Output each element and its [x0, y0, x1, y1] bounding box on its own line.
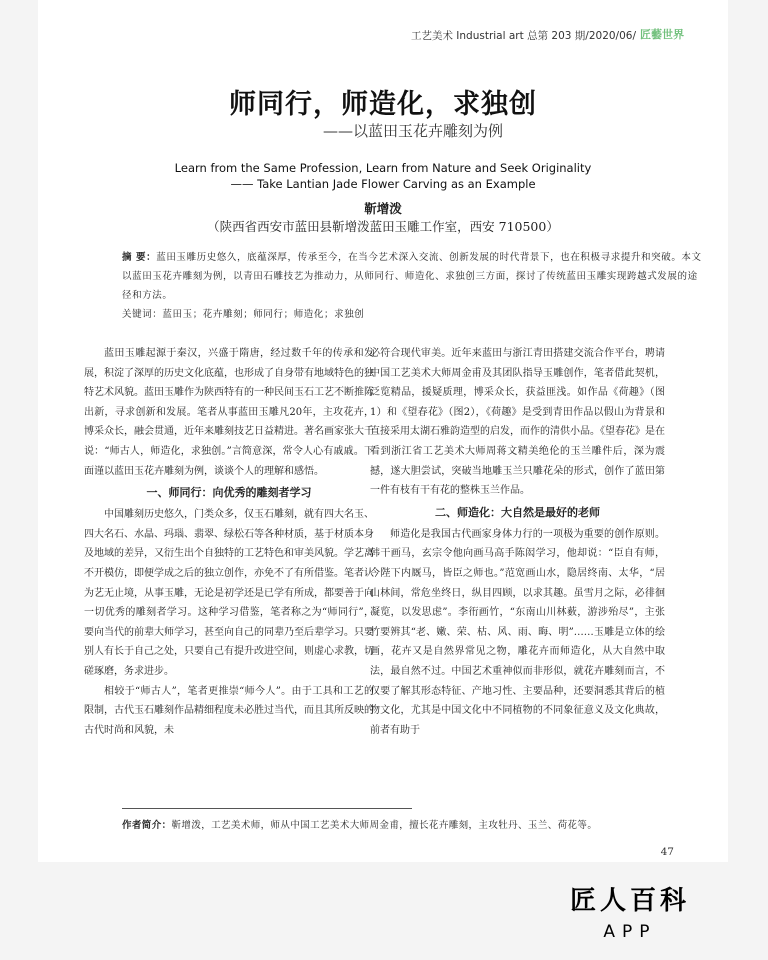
footnote-label: 作者简介：	[122, 820, 172, 831]
abstract-text: 蓝田玉雕历史悠久，底蕴深厚，传承至今，在当今艺术深入交流、创新发展的时代背景下，也在积极寻求提升和突破。本文以蓝田玉花卉雕刻为例，以青田石雕技艺为推动力，从师同行、师造化、求独创三方面，探讨了传统蓝田玉雕实现跨越式发展的途径和方法。	[122, 252, 702, 301]
author-bio-footnote	[122, 817, 722, 831]
body-paragraph: 必符合现代审美。近年来蓝田与浙江青田搭建交流合作平台，聘请中国工艺美术大师周金甫及其团队指导玉雕创作，笔者借此契机，泛览精品，援疑质理，博采众长，获益匪浅。如作品《荷趣》（图1）和《望春花》（图2），《荷趣》是受到青田作品以假山为背景和直接采用太湖石雅韵造型的启发，而作的清供小品。《望春花》是在看到浙江省工艺美术大师周蒋文精美绝伦的玉兰雕件后，深为震撼，遂大胆尝试，突破当地雕玉兰只雕花朵的形式，创作了蓝田第一件有枝有干有花的整株玉兰作品。	[370, 348, 665, 497]
english-title-line-2: —— Take Lantian Jade Flower Carving as an Example	[230, 177, 536, 191]
watermark-chinese: 匠人百科	[569, 886, 690, 916]
section-heading: 一、师同行：向优秀的雕刻者学习	[146, 486, 312, 500]
keywords-label: 关键词：	[122, 309, 163, 320]
left-column	[84, 344, 374, 740]
watermark-english: APP	[603, 922, 657, 942]
section-heading: 二、师造化：大自然是最好的老师	[435, 505, 600, 519]
page-number: 47	[660, 846, 674, 858]
body-paragraph: 中国雕刻历史悠久，门类众多，仅玉石雕刻，就有四大名玉、四大名石、水晶、玛瑙、翡翠、绿松石等各种材质，基于材质本身及地域的差异，又衍生出个自独特的工艺特色和审美风貌。学艺离不开模仿，即便学成之后的独立创作，亦免不了有所借鉴。笔者认为艺无止境，从事玉雕，无论是初学还是已学有所成，都要善于向一切优秀的雕刻者学习。这种学习借鉴，笔者称之为“师同行”，要向当代的前辈大师学习，甚至向自己的同辈乃至后辈学习。只要别人有长于自己之处，只要自己有提升改进空间，则虚心求教，切磋琢磨，务求进步。	[84, 509, 374, 677]
abstract	[122, 248, 702, 305]
author-affiliation: （陕西省西安市蓝田县靳增泼蓝田玉雕工作室，西安 710500）	[207, 219, 559, 234]
author-name: 靳增泼	[364, 201, 402, 216]
body-paragraph: 蓝田玉雕起源于秦汉，兴盛于隋唐，经过数千年的传承和发展，积淀了深厚的历史文化底蕴，也形成了自身带有地域特色的独特艺术风貌。蓝田玉雕作为陕西特有的一种民间玉石工艺不断推陈出新，寻求创新和发展。笔者从事蓝田玉雕凡20年，主攻花卉，博采众长，融会贯通，近年来雕刻技艺日益精进。著名画家张大千说：“师古人，师造化，求独创。”言简意深，常令人心有戚戚。下面谨以蓝田玉花卉雕刻为例，谈谈个人的理解和感悟。	[84, 348, 374, 477]
footnote-text: 靳增泼，工艺美术师，师从中国工艺美术大师周金甫，擅长花卉雕刻，主攻牡丹、玉兰、荷花等。	[171, 820, 598, 831]
app-watermark	[560, 886, 700, 944]
footnote-divider	[122, 808, 412, 809]
journal-logo: 匠藝世界	[640, 28, 684, 41]
running-header: 工艺美术 Industrial art 总第 203 期/2020/06/	[410, 30, 636, 42]
body-paragraph: 师造化是我国古代画家身体力行的一项极为重要的创作原则。韩干画马，玄宗令他向画马高手陈闳学习，他却说：“臣自有师，今陛下内厩马，皆臣之师也。”范宽画山水，隐居终南、太华，“居山林间，常危坐终日，纵目四顾，以求其趣。虽雪月之际，必徘徊凝览，以发思虑”。李衎画竹，“东南山川林薮，游涉殆尽”，主张竹要辨其“老、嫩、荣、枯、风、雨、晦、明”……玉雕是立体的绘画，花卉又是自然界常见之物，雕花卉而师造化，从大自然中取法，最自然不过。中国艺术重神似而非形似，就花卉雕刻而言，不仅要了解其形态特征、产地习性、主要品种，还要洞悉其背后的植物文化，尤其是中国文化中不同植物的不同象征意义及文化典故，前者有助于	[370, 528, 665, 736]
article-subtitle: ——以蓝田玉花卉雕刻为例	[322, 122, 503, 140]
right-column	[370, 344, 665, 740]
english-title-line-1: Learn from the Same Profession, Learn from Nature and Seek Originality	[174, 161, 592, 175]
english-title	[38, 160, 728, 192]
article-title: 师同行，师造化，求独创	[229, 89, 537, 120]
body-paragraph: 相较于“师古人”，笔者更推崇“师今人”。由于工具和工艺的限制，古代玉石雕刻作品精细程度未必胜过当代，而且其所反映的古代时尚和风貌，未	[84, 685, 374, 736]
keywords	[122, 306, 702, 320]
abstract-label: 摘 要：	[122, 252, 157, 263]
keywords-text: 蓝田玉；花卉雕刻；师同行；师造化；求独创	[162, 309, 365, 320]
